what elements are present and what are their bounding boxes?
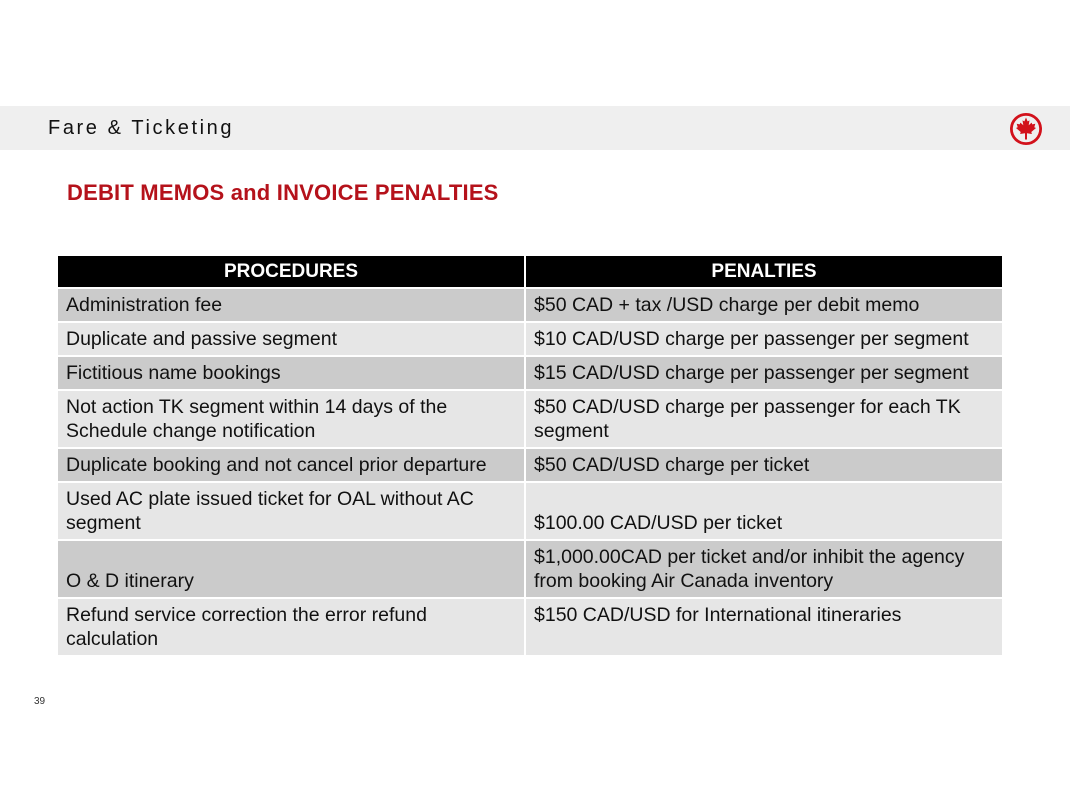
table-row <box>58 540 1002 598</box>
penalty-cell: $50 CAD/USD charge per ticket <box>525 448 1002 482</box>
table-row <box>58 356 1002 390</box>
procedure-cell: Not action TK segment within 14 days of the Schedule change notification <box>58 390 525 448</box>
table-row <box>58 448 1002 482</box>
table-row <box>58 288 1002 322</box>
procedure-cell: Administration fee <box>58 288 525 322</box>
penalty-cell: $10 CAD/USD charge per passenger per segment <box>525 322 1002 356</box>
procedure-cell: O & D itinerary <box>58 540 525 598</box>
maple-leaf-icon <box>1009 112 1043 146</box>
penalty-cell: $1,000.00CAD per ticket and/or inhibit the agency from booking Air Canada inventory <box>525 540 1002 598</box>
procedure-cell: Fictitious name bookings <box>58 356 525 390</box>
penalty-cell: $150 CAD/USD for International itineraries <box>525 598 1002 655</box>
table-row <box>58 390 1002 448</box>
column-header-procedures: PROCEDURES <box>58 256 525 288</box>
penalty-cell: $50 CAD/USD charge per passenger for each TK segment <box>525 390 1002 448</box>
penalty-cell: $15 CAD/USD charge per passenger per segment <box>525 356 1002 390</box>
procedure-cell: Duplicate booking and not cancel prior departure <box>58 448 525 482</box>
section-title: Fare & Ticketing <box>48 117 235 139</box>
procedure-cell: Duplicate and passive segment <box>58 322 525 356</box>
procedure-cell: Used AC plate issued ticket for OAL without AC segment <box>58 482 525 540</box>
procedure-cell: Refund service correction the error refund calculation <box>58 598 525 655</box>
penalties-table <box>58 256 1002 655</box>
column-header-penalties: PENALTIES <box>525 256 1002 288</box>
penalty-cell: $100.00 CAD/USD per ticket <box>525 482 1002 540</box>
table-header-row <box>58 256 1002 288</box>
page-number: 39 <box>34 696 46 707</box>
table-row <box>58 598 1002 655</box>
page-heading: DEBIT MEMOS and INVOICE PENALTIES <box>67 180 499 205</box>
table-row <box>58 482 1002 540</box>
table-row <box>58 322 1002 356</box>
penalty-cell: $50 CAD + tax /USD charge per debit memo <box>525 288 1002 322</box>
